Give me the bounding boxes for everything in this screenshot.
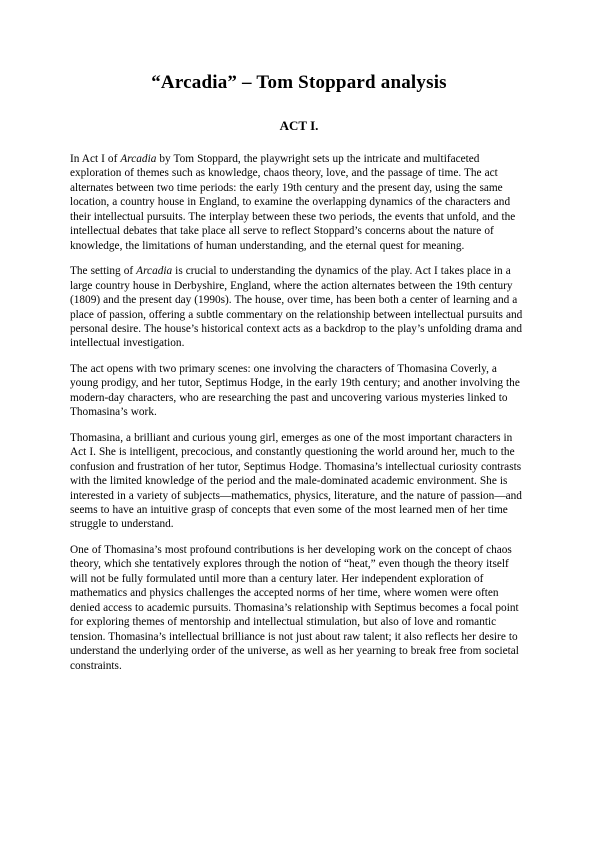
body-text: by Tom Stoppard, the playwright sets up the intricate and multifaceted exploration of themes such as knowledge, chaos theory, love, and the passage of time. The act alternates between two time periods: the early 19th century and the present day, using the same location, a country house in England, to examine the overlapping dynamics of the characters and their intellectual pursuits. The interplay between these two periods, the events that unfold, and the intellectual debates that take place all serve to reflect Stoppard’s concerns about the nature of knowledge, the limitations of human understanding, and the eternal quest for meaning. — [70, 153, 516, 252]
paragraph — [70, 362, 528, 420]
paragraph — [70, 431, 528, 532]
paragraph — [70, 264, 528, 351]
body-text: One of Thomasina’s most profound contributions is her developing work on the concept of chaos theory, which she tentatively explores through the notion of “heat,” even though the theory itself will not be fully formulated until more than a century later. Her independent exploration of mathematics and physics challenges the accepted norms of her time, where women were often denied access to academic pursuits. Thomasina’s relationship with Septimus becomes a focal point for exploring themes of mentorship and intellectual stimulation, but also of love and romantic tension. Thomasina’s intellectual brilliance is not just about raw talent; it also reflects her desire to understand the underlying order of the universe, as well as her yearning to break free from societal constraints. — [70, 543, 519, 672]
body-text: The setting of — [70, 265, 137, 278]
document-title: “Arcadia” – Tom Stoppard analysis — [151, 72, 447, 93]
italic-text: Arcadia — [136, 265, 173, 278]
body-text: Thomasina, a brilliant and curious young girl, emerges as one of the most important characters in Act I. She is intelligent, precocious, and constantly questioning the world around her, much to the confusion and frustration of her tutor, Septimus Hodge. Thomasina’s intellectual curiosity contrasts with the limited knowledge of the period and the male-dominated academic environment. She is interested in a variety of subjects—mathematics, physics, literature, and the nature of passion—and seems to have an intuitive grasp of concepts that even some of the most learned men of her time struggle to understand. — [70, 431, 522, 531]
body-text: is crucial to understanding the dynamics of the play. Act I takes place in a large country house in Derbyshire, England, where the action alternates between the 19th century (1809) and the present day (1990s). The house, over time, has been both a center of learning and a place of passion, offering a subtle commentary on the relationship between intellectual pursuits and personal desire. The house’s historical context acts as a backdrop to the play’s unfolding drama and intellectual investigation. — [70, 265, 523, 350]
italic-text: Arcadia — [120, 153, 157, 165]
document-body — [70, 152, 528, 673]
body-text: In Act I of — [70, 153, 121, 165]
body-text: The act opens with two primary scenes: one involving the characters of Thomasina Coverly, a young prodigy, and her tutor, Septimus Hodge, in the early 19th century; and another involving the modern-day characters, who are researching the past and uncovering various mysteries linked to Thomasina’s work. — [70, 362, 520, 419]
paragraph — [70, 152, 528, 253]
document-subtitle: ACT I. — [279, 118, 319, 133]
paragraph — [70, 543, 528, 673]
